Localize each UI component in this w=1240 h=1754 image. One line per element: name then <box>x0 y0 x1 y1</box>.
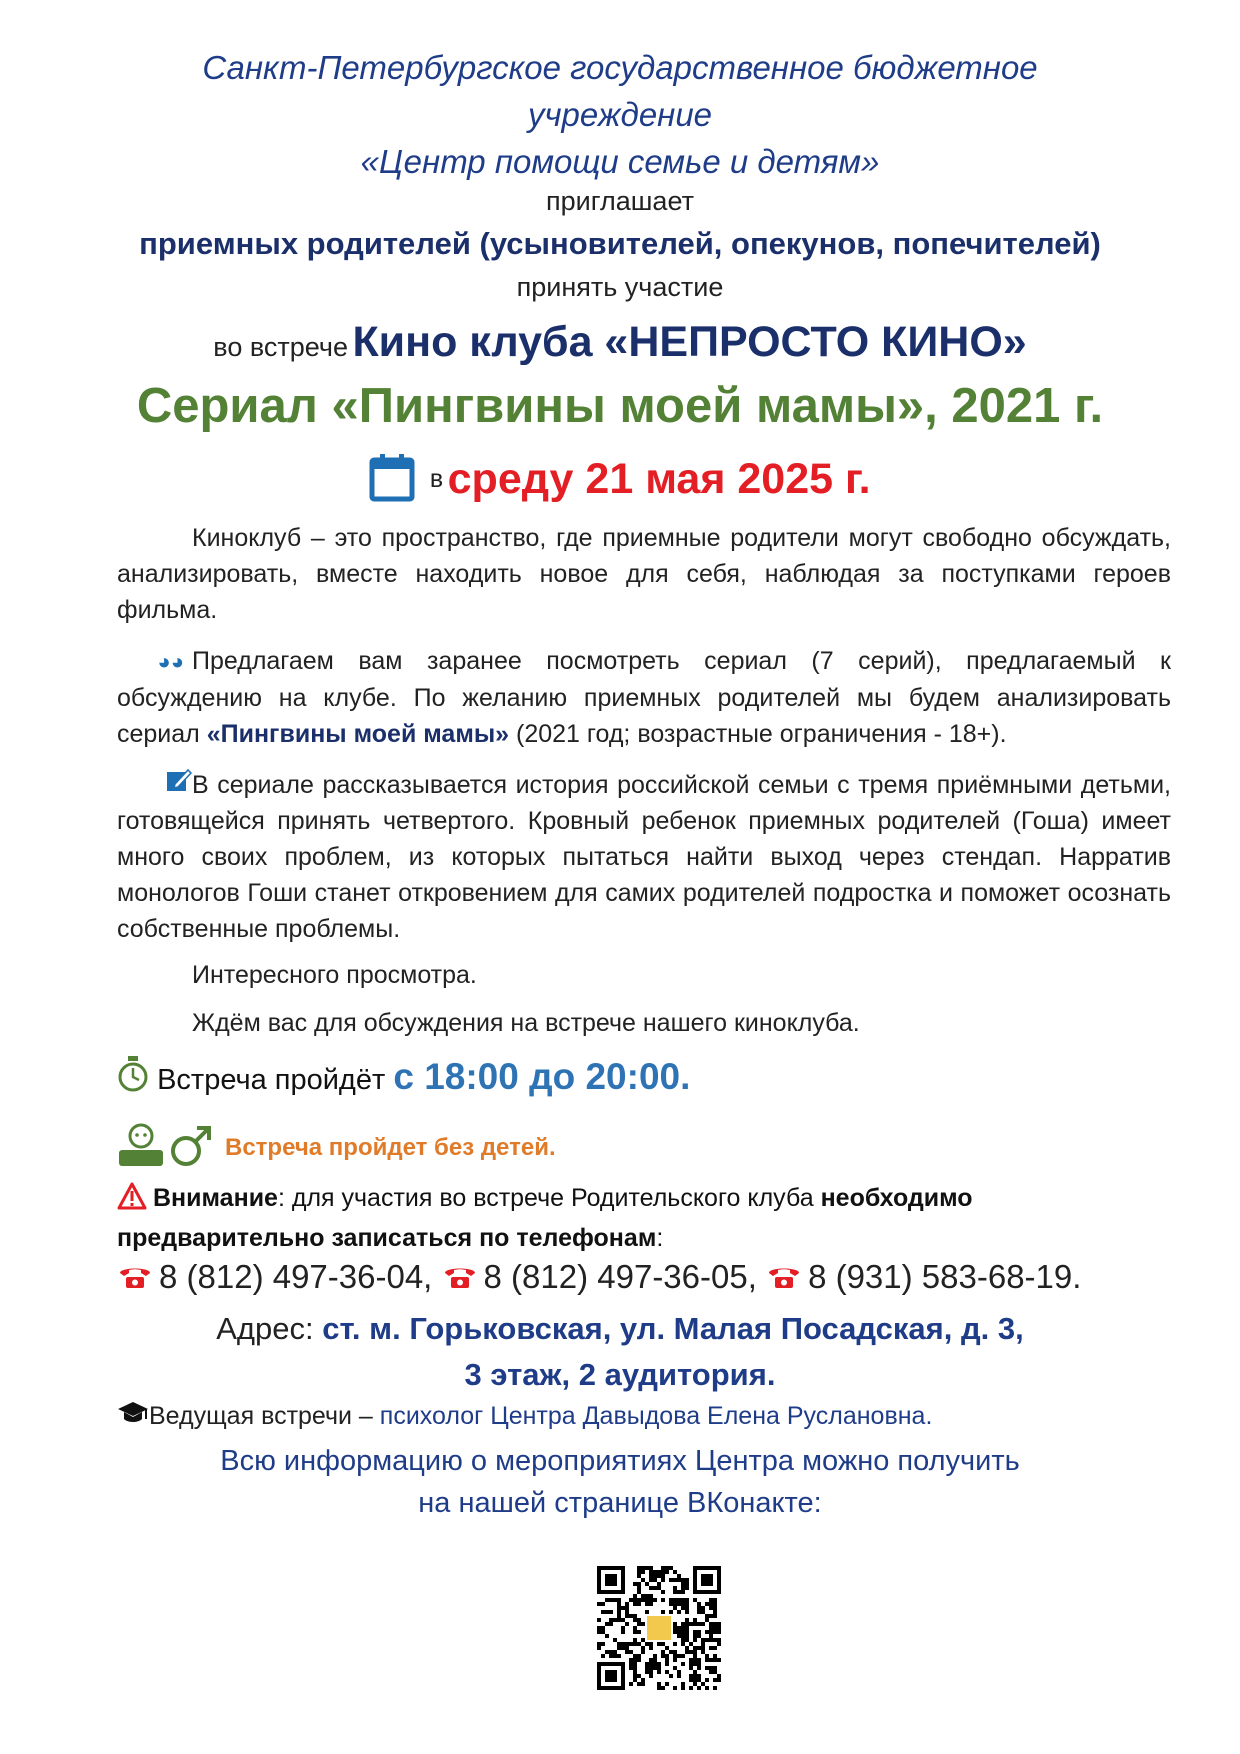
attention-bold: необходимо предварительно записаться по телефонам <box>117 1184 973 1252</box>
date-value: среду 21 мая 2025 г. <box>447 455 871 503</box>
host-prefix: Ведущая встречи – <box>149 1402 380 1430</box>
paragraph-invite-end: (2021 год; возрастные ограничения - 18+). <box>509 720 1007 748</box>
club-name: Кино клуба «НЕПРОСТО КИНО» <box>352 318 1027 366</box>
male-symbol-icon <box>169 1124 213 1173</box>
meeting-time <box>117 1055 690 1101</box>
eyes-icon: ◕◕ <box>157 649 184 674</box>
org-line-3: «Центр помощи семье и детям» <box>360 143 880 180</box>
host-name: психолог Центра Давыдова Елена Руслановна. <box>379 1402 933 1430</box>
attention-label: Внимание <box>153 1184 278 1212</box>
paragraph-plot <box>117 767 1171 947</box>
invites-text: приглашает <box>546 186 694 216</box>
host-info <box>117 1400 932 1433</box>
paragraph-invite-text: Предлагаем вам заранее посмотреть сериал (7 серий), предлагаемый к обсуждению на клубе. По желанию приемных родителей мы будем анализировать сериал <box>117 647 1171 748</box>
phone-1[interactable]: 8 (812) 497-36-04, <box>159 1258 433 1295</box>
audience-text: приемных родителей (усыновителей, опекунов, попечителей) <box>139 226 1101 261</box>
org-line-2: учреждение <box>527 96 713 133</box>
phone-list <box>117 1258 1081 1298</box>
calendar-icon <box>369 452 415 507</box>
paragraph-enjoy-text: Интересного просмотра. <box>192 961 477 989</box>
paragraph-enjoy <box>117 957 1171 993</box>
vk-info <box>60 1440 1180 1524</box>
date-prefix: в <box>429 465 444 493</box>
serial-title: Сериал «Пингвины моей мамы», 2021 г. <box>136 379 1104 433</box>
address-prefix: Адрес: <box>216 1311 323 1346</box>
take-part-text: принять участие <box>516 272 724 302</box>
info-line-2: на нашей странице ВКонакте: <box>418 1487 822 1519</box>
graduation-cap-icon <box>117 1400 149 1433</box>
edit-note-icon <box>166 771 192 799</box>
org-line-1: Санкт-Петербургское государственное бюджетное <box>202 49 1038 86</box>
paragraph-plot-text: В сериале рассказывается история российской семьи с тремя приёмными детьми, готовящейся принять четвертого. Кровный ребенок приемных родителей (Гоша) имеет много своих проблем, из которых пытаться найти выход через стендап. Нарратив монологов Гоши станет откровением для самих родителей подростка и поможет осознать собственные проблемы. <box>117 771 1171 943</box>
time-value: с 18:00 до 20:00. <box>393 1056 691 1097</box>
info-line-1: Всю информацию о мероприятиях Центра можно получить <box>220 1445 1020 1477</box>
no-children-text: Встреча пройдет без детей. <box>225 1134 556 1161</box>
organization-name <box>120 44 1120 185</box>
attention-end: : <box>656 1224 664 1252</box>
time-prefix: Встреча пройдёт <box>157 1064 386 1096</box>
paragraph-invite <box>117 643 1171 752</box>
club-meeting-heading <box>60 318 1180 367</box>
meeting-prefix: во встрече <box>213 332 348 362</box>
address-line-2: 3 этаж, 2 аудитория. <box>464 1357 776 1392</box>
stopwatch-icon <box>117 1055 149 1101</box>
qr-code[interactable] <box>597 1566 721 1690</box>
attention-text: : для участия во встрече Родительского клуба <box>277 1184 821 1212</box>
phone-3[interactable]: 8 (931) 583-68-19. <box>808 1258 1082 1295</box>
phone-icon <box>442 1260 478 1298</box>
paragraph-wait-text: Ждём вас для обсуждения на встрече нашего киноклуба. <box>192 1009 860 1037</box>
phone-icon <box>117 1260 153 1298</box>
phone-2[interactable]: 8 (812) 497-36-05, <box>483 1258 757 1295</box>
serial-name-bold: «Пингвины моей мамы» <box>206 720 510 748</box>
child-icon <box>117 1122 165 1173</box>
paragraph-wait <box>117 1005 1171 1041</box>
paragraph-intro-text: Киноклуб – это пространство, где приемные родители могут свободно обсуждать, анализировать, вместе находить новое для себя, наблюдая за поступками героев фильма. <box>117 524 1171 624</box>
phone-icon <box>766 1260 802 1298</box>
warning-icon <box>117 1182 147 1220</box>
address <box>60 1306 1180 1398</box>
paragraph-intro <box>117 520 1171 628</box>
attention-note <box>117 1180 1171 1256</box>
address-line-1: ст. м. Горьковская, ул. Малая Посадская, д. 3, <box>322 1311 1024 1346</box>
event-date <box>60 452 1180 507</box>
